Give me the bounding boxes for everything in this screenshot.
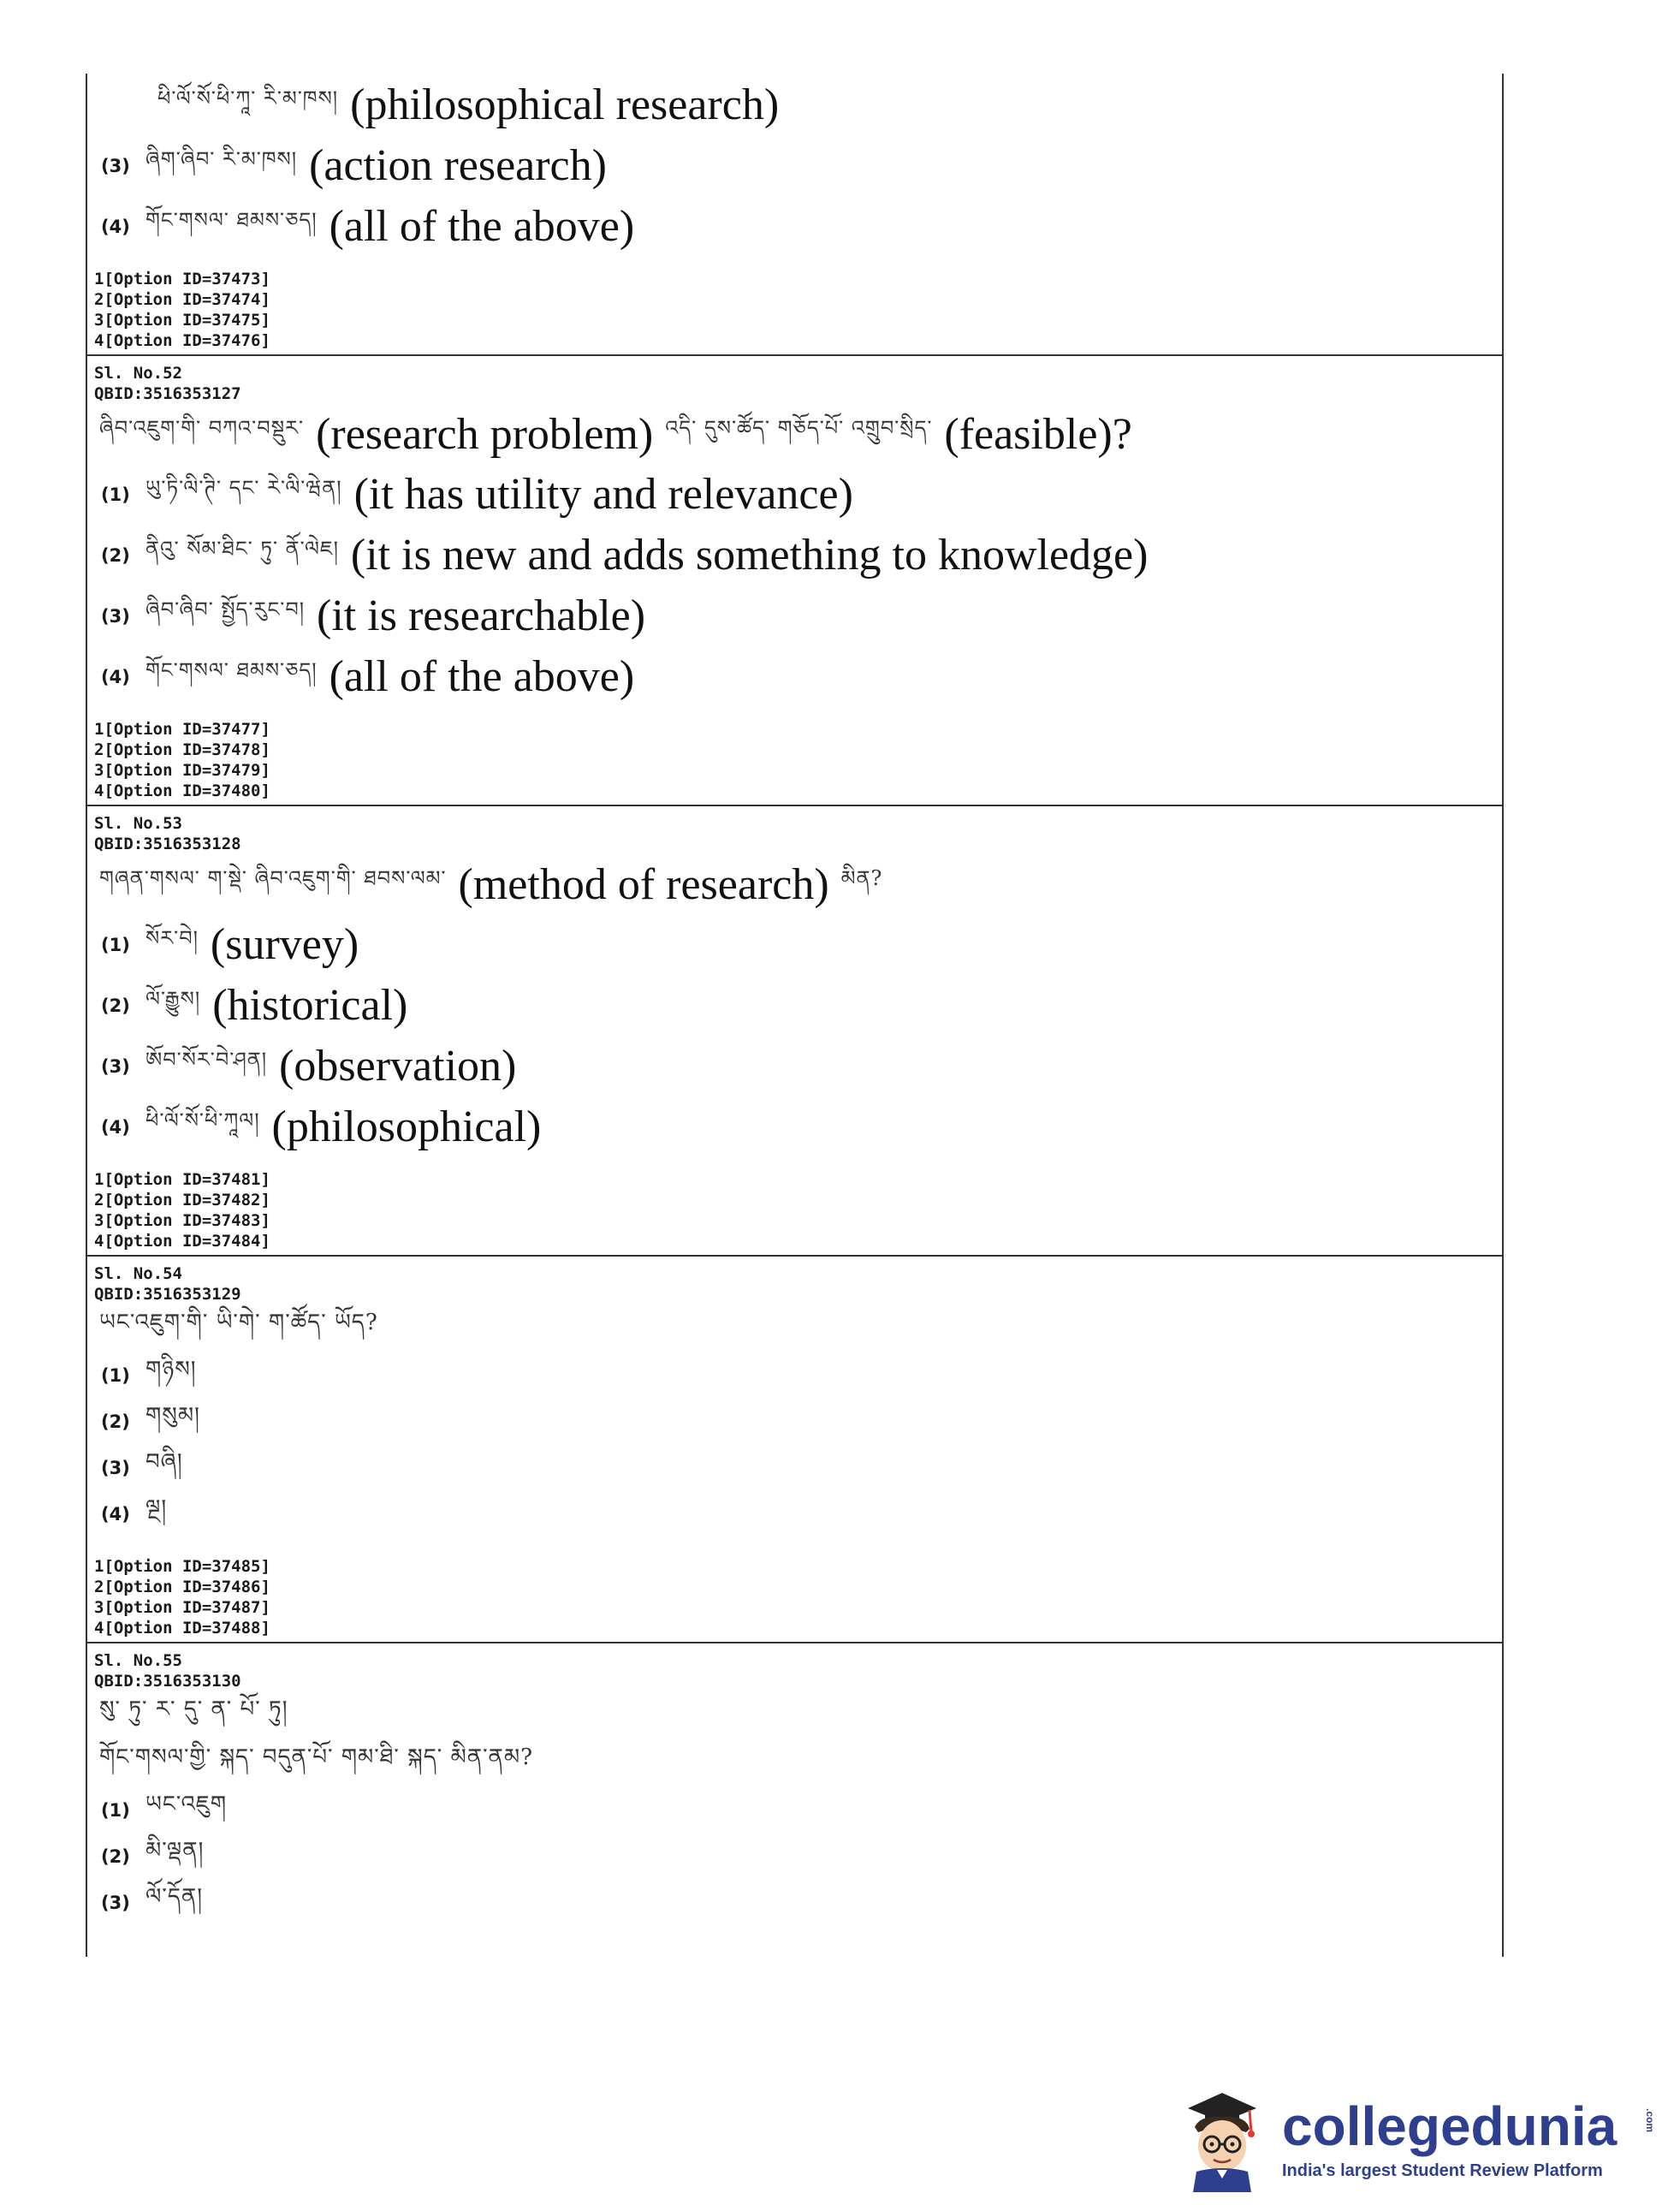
option-id: 2[Option ID=37482] <box>94 1191 270 1209</box>
question-tibetan: ཡང་འཇུག་གི་ ཡི་གེ་ ག་ཚོད་ ཡོད? <box>99 1309 378 1335</box>
option-row <box>94 585 1495 646</box>
question-meta <box>94 1643 1495 1691</box>
option-row <box>94 525 1495 585</box>
question-52 <box>87 356 1502 806</box>
option-tibetan: སོར་བེ། <box>145 926 199 950</box>
question-text <box>94 404 1495 464</box>
collegedunia-logo[interactable] <box>1171 2078 1657 2198</box>
question-tibetan: མིན? <box>840 865 883 890</box>
option-row <box>94 1036 1495 1097</box>
option-number: (2) <box>101 544 130 566</box>
question-tibetan: གོང་གསལ་གྱི་ སྐད་ བདུན་པོ་ གམ་ཐི་ སྐད་ མིན་ནམ? <box>99 1744 534 1770</box>
option-tibetan: ལོ་རྒྱུས། <box>145 987 201 1011</box>
option-id: 1[Option ID=37485] <box>94 1557 270 1576</box>
question-tibetan: སུ་ ཏུ་ ར་ དུ་ ན་ པོ་ ཏུ། <box>99 1696 288 1722</box>
option-id: 3[Option ID=37483] <box>94 1211 270 1230</box>
option-number: (1) <box>101 484 130 505</box>
serial-number: Sl. No.55 <box>94 1651 182 1670</box>
option-number: (4) <box>101 1116 130 1138</box>
option-id: 2[Option ID=37486] <box>94 1578 270 1596</box>
logo-tagline: India's largest Student Review Platform <box>1282 2160 1603 2180</box>
option-number: (2) <box>101 995 130 1016</box>
option-number: (2) <box>101 1846 130 1867</box>
option-english: (it is new and adds something to knowledge) <box>350 531 1149 579</box>
option-tibetan: ཡང་འཇུག <box>145 1791 228 1817</box>
option-tibetan: ཕི་ལོ་སོ་ཕི་ཀཱ་ རི་མ་ཁས། <box>157 86 339 110</box>
option-tibetan: གཉིས། <box>145 1356 197 1382</box>
option-id: 3[Option ID=37487] <box>94 1598 270 1617</box>
option-row <box>94 1834 1495 1880</box>
option-tibetan: ཞིབ་ཞིབ་ སྤྱོད་རུང་བ། <box>145 597 306 621</box>
logo-domain: .com <box>1644 2107 1657 2132</box>
option-tibetan: ཕི་ལོ་སོ་ཕི་ཀཱལ། <box>145 1108 260 1132</box>
option-row <box>94 74 1495 135</box>
question-54 <box>87 1257 1502 1643</box>
option-row <box>94 196 1495 257</box>
option-english: (historical) <box>212 981 408 1030</box>
option-tibetan: ཡུ་ཏི་ལི་ཊི་ དང་ རེ་ལི་ཝེན། <box>145 476 342 500</box>
option-id: 4[Option ID=37484] <box>94 1232 270 1251</box>
option-id: 2[Option ID=37474] <box>94 290 270 309</box>
option-row <box>94 464 1495 525</box>
option-row <box>94 975 1495 1036</box>
option-number: (1) <box>101 1365 130 1386</box>
option-tibetan: གོང་གསལ་ ཐམས་ཅད། <box>145 658 318 682</box>
option-english: (philosophical research) <box>350 80 780 129</box>
option-id: 4[Option ID=37476] <box>94 331 270 350</box>
option-tibetan: མི་ལྡན། <box>145 1837 205 1863</box>
question-tibetan: ཞིབ་འཇུག་གི་ བཀའ་བསྡུར་ <box>99 415 305 440</box>
serial-number: Sl. No.53 <box>94 814 182 833</box>
option-id: 1[Option ID=37481] <box>94 1170 270 1189</box>
option-tibetan: གསུམ། <box>145 1402 200 1429</box>
option-row <box>94 1880 1495 1926</box>
question-meta <box>94 356 1495 404</box>
option-number: (3) <box>101 1893 130 1913</box>
option-row <box>94 914 1495 975</box>
question-english: (research problem) <box>316 409 654 459</box>
option-id-list <box>94 1537 1495 1642</box>
option-number: (2) <box>101 1412 130 1432</box>
option-id-list <box>94 1157 1495 1255</box>
student-mascot-icon <box>1171 2083 1273 2194</box>
option-id-list <box>94 707 1495 805</box>
qbid: QBID:3516353130 <box>94 1672 241 1691</box>
question-sheet <box>86 74 1504 1957</box>
option-tibetan: ལྔ། <box>145 1495 168 1521</box>
option-id: 2[Option ID=37478] <box>94 740 270 759</box>
option-english: (it has utility and relevance) <box>353 470 853 519</box>
option-tibetan: ནིའུ་ སོམ་ཐིང་ ཏུ་ ནོ་ལེཇ། <box>145 537 339 561</box>
logo-wordmark <box>1282 2096 1680 2156</box>
option-row <box>94 1399 1495 1445</box>
option-id: 3[Option ID=37479] <box>94 761 270 780</box>
option-english: (observation) <box>279 1042 517 1091</box>
question-meta <box>94 806 1495 854</box>
question-51-tail <box>87 74 1502 356</box>
option-number: (4) <box>101 1504 130 1524</box>
option-english: (all of the above) <box>329 202 635 251</box>
option-id: 1[Option ID=37477] <box>94 720 270 739</box>
option-number: (3) <box>101 155 130 176</box>
option-number: (1) <box>101 934 130 955</box>
option-tibetan: གོང་གསལ་ ཐམས་ཅད། <box>145 208 318 232</box>
option-english: (philosophical) <box>271 1102 542 1151</box>
question-tibetan: གཞན་གསལ་ ག་སྡེ་ ཞིབ་འཇུག་གི་ ཐབས་ལམ་ <box>99 865 447 890</box>
question-53 <box>87 806 1502 1257</box>
question-tibetan: འདི་ དུས་ཚོད་ གཅོད་པོ་ འགྲུབ་སྲིད་ <box>665 415 933 440</box>
option-row <box>94 646 1495 707</box>
option-number: (1) <box>101 1800 130 1821</box>
question-text <box>94 854 1495 914</box>
option-english: (survey) <box>210 920 359 969</box>
qbid: QBID:3516353127 <box>94 384 241 403</box>
qbid: QBID:3516353128 <box>94 835 241 853</box>
question-55 <box>87 1643 1502 1926</box>
option-row <box>94 1097 1495 1157</box>
option-id: 4[Option ID=37488] <box>94 1619 270 1637</box>
option-id-list <box>94 257 1495 354</box>
option-english: (it is researchable) <box>317 591 646 640</box>
option-english: (all of the above) <box>329 652 635 701</box>
serial-number: Sl. No.54 <box>94 1264 182 1283</box>
question-english: (feasible)? <box>944 409 1132 459</box>
option-number: (3) <box>101 1458 130 1478</box>
question-text <box>94 1305 1495 1352</box>
option-number: (4) <box>101 666 130 687</box>
option-tibetan: ལོ་དོན། <box>145 1883 203 1910</box>
option-tibetan: ཞིག་ཞིབ་ རི་མ་ཁས། <box>145 147 298 171</box>
option-english: (action research) <box>309 141 607 190</box>
option-row <box>94 135 1495 196</box>
option-row <box>94 1491 1495 1537</box>
question-english: (method of research) <box>458 859 829 909</box>
option-number: (4) <box>101 216 130 237</box>
option-id: 3[Option ID=37475] <box>94 311 270 330</box>
option-number: (3) <box>101 1055 130 1077</box>
option-number: (3) <box>101 605 130 627</box>
option-row <box>94 1445 1495 1491</box>
serial-number: Sl. No.52 <box>94 364 182 383</box>
logo-name: collegedunia <box>1282 2095 1618 2157</box>
option-tibetan: བཞི། <box>145 1448 183 1475</box>
qbid: QBID:3516353129 <box>94 1285 241 1304</box>
option-id: 4[Option ID=37480] <box>94 782 270 800</box>
logo-text <box>1282 2096 1680 2181</box>
question-text <box>94 1739 1495 1787</box>
option-id: 1[Option ID=37473] <box>94 270 270 288</box>
option-tibetan: ཨོབ་སོར་བེ་ཤན། <box>145 1048 268 1072</box>
